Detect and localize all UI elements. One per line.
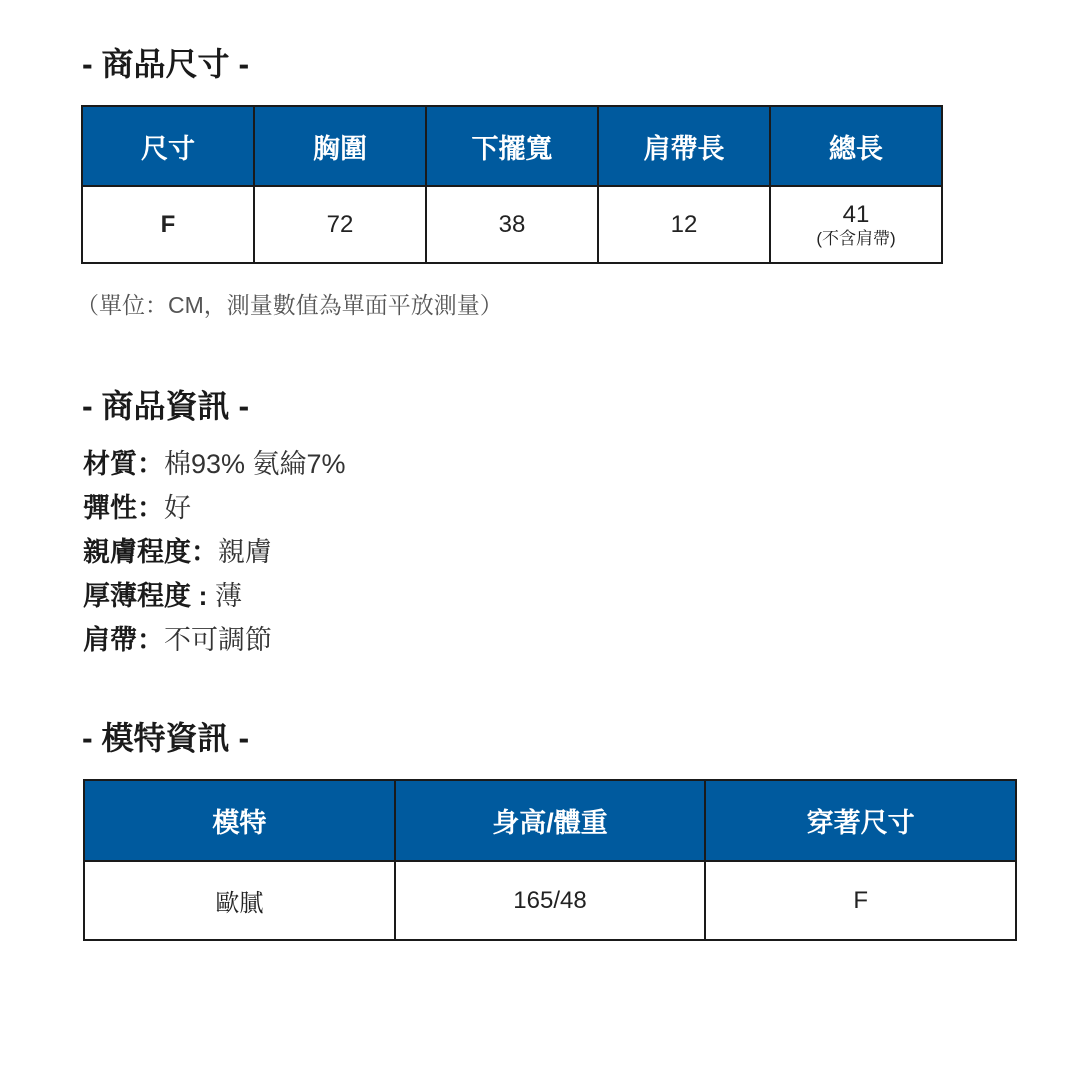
table-row bbox=[84, 861, 1016, 940]
header-model: 模特 bbox=[84, 780, 395, 861]
model-table-header-row bbox=[84, 780, 1016, 861]
cell-chest: 72 bbox=[254, 186, 426, 263]
size-table bbox=[81, 105, 943, 264]
info-value-skin-friendly: 親膚 bbox=[218, 537, 272, 567]
info-label-thickness: 厚薄程度 : bbox=[83, 581, 215, 611]
cell-height-weight: 165/48 bbox=[395, 861, 706, 940]
size-section-title: - 商品尺寸 - bbox=[82, 46, 250, 82]
header-size: 尺寸 bbox=[82, 106, 254, 186]
list-item bbox=[83, 444, 346, 488]
cell-size: F bbox=[82, 186, 254, 263]
cell-strap-length: 12 bbox=[598, 186, 770, 263]
info-value-elasticity: 好 bbox=[164, 493, 191, 523]
model-table bbox=[83, 779, 1017, 941]
header-chest: 胸圍 bbox=[254, 106, 426, 186]
info-label-skin-friendly: 親膚程度： bbox=[83, 537, 218, 567]
header-hem-width: 下擺寬 bbox=[426, 106, 598, 186]
table-row bbox=[82, 186, 942, 263]
info-label-elasticity: 彈性： bbox=[83, 493, 164, 523]
list-item bbox=[83, 532, 346, 576]
size-table-header-row bbox=[82, 106, 942, 186]
info-label-material: 材質： bbox=[83, 449, 164, 479]
cell-hem-width: 38 bbox=[426, 186, 598, 263]
info-value-thickness: 薄 bbox=[215, 581, 242, 611]
header-strap-length: 肩帶長 bbox=[598, 106, 770, 186]
cell-worn-size: F bbox=[705, 861, 1016, 940]
list-item bbox=[83, 576, 346, 620]
header-worn-size: 穿著尺寸 bbox=[705, 780, 1016, 861]
info-list bbox=[83, 444, 346, 664]
info-section-title: - 商品資訊 - bbox=[82, 388, 250, 424]
cell-total-length bbox=[770, 186, 942, 263]
info-value-material: 棉93% 氨綸7% bbox=[164, 449, 346, 479]
header-total-length: 總長 bbox=[770, 106, 942, 186]
info-label-strap: 肩帶： bbox=[83, 625, 164, 655]
cell-model-name: 歐膩 bbox=[84, 861, 395, 940]
model-section-title: - 模特資訊 - bbox=[82, 720, 250, 756]
header-height-weight: 身高/體重 bbox=[395, 780, 706, 861]
list-item bbox=[83, 620, 346, 664]
info-value-strap: 不可調節 bbox=[164, 625, 272, 655]
measurement-note: （單位：CM，測量數值為單面平放測量） bbox=[76, 292, 503, 318]
total-length-note: (不含肩帶) bbox=[816, 228, 896, 248]
list-item bbox=[83, 488, 346, 532]
total-length-value: 41 bbox=[842, 200, 870, 228]
